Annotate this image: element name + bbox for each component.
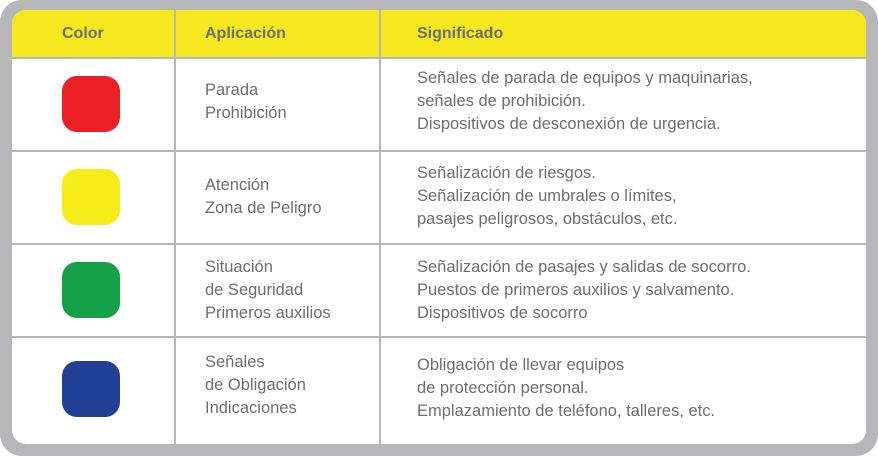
color-swatch-red: [62, 76, 120, 132]
application-line: Prohibición: [205, 104, 287, 122]
meaning-line: pasajes peligrosos, obstáculos, etc.: [417, 210, 678, 228]
meaning-line: Dispositivos de socorro: [417, 304, 588, 322]
meaning-cell: [417, 162, 677, 231]
meaning-line: Señalización de pasajes y salidas de socorro.: [417, 258, 751, 276]
application-cell: [205, 79, 287, 125]
application-cell: [205, 256, 331, 325]
meaning-line: Puestos de primeros auxilios y salvamento.: [417, 281, 735, 299]
meaning-line: de protección personal.: [417, 379, 589, 397]
color-swatch-yellow: [62, 169, 120, 225]
meaning-cell: [417, 67, 753, 136]
color-swatch-green: [62, 262, 120, 318]
color-swatch-blue: [62, 361, 120, 417]
meaning-line: señales de prohibición.: [417, 92, 586, 110]
header-color: Color: [62, 25, 104, 42]
meaning-line: Emplazamiento de teléfono, talleres, etc.: [417, 402, 716, 420]
application-line: Indicaciones: [205, 399, 297, 417]
meaning-cell: [417, 256, 751, 325]
table-row: [12, 152, 866, 243]
meaning-line: Señales de parada de equipos y maquinarias,: [417, 69, 753, 87]
application-line: Zona de Peligro: [205, 199, 322, 217]
header-meaning: Significado: [417, 25, 504, 42]
header-application: Aplicación: [205, 25, 286, 42]
meaning-line: Obligación de llevar equipos: [417, 356, 625, 374]
application-cell: [205, 174, 322, 220]
meaning-line: Dispositivos de desconexión de urgencia.: [417, 115, 721, 133]
application-line: Parada: [205, 81, 259, 99]
table-header: [12, 10, 866, 57]
application-line: Situación: [205, 258, 273, 276]
meaning-line: Señalización de riesgos.: [417, 164, 596, 182]
application-line: Primeros auxilios: [205, 304, 331, 322]
table-row: [12, 245, 866, 336]
table-row: [12, 59, 866, 150]
application-line: Atención: [205, 176, 270, 194]
meaning-cell: [417, 354, 715, 423]
table-row: [12, 338, 866, 444]
meaning-line: Señalización de umbrales o límites,: [417, 187, 677, 205]
color-meaning-table: [12, 10, 866, 444]
application-cell: [205, 351, 306, 420]
application-line: Señales: [205, 353, 265, 371]
application-line: de Seguridad: [205, 281, 304, 299]
application-line: de Obligación: [205, 376, 306, 394]
